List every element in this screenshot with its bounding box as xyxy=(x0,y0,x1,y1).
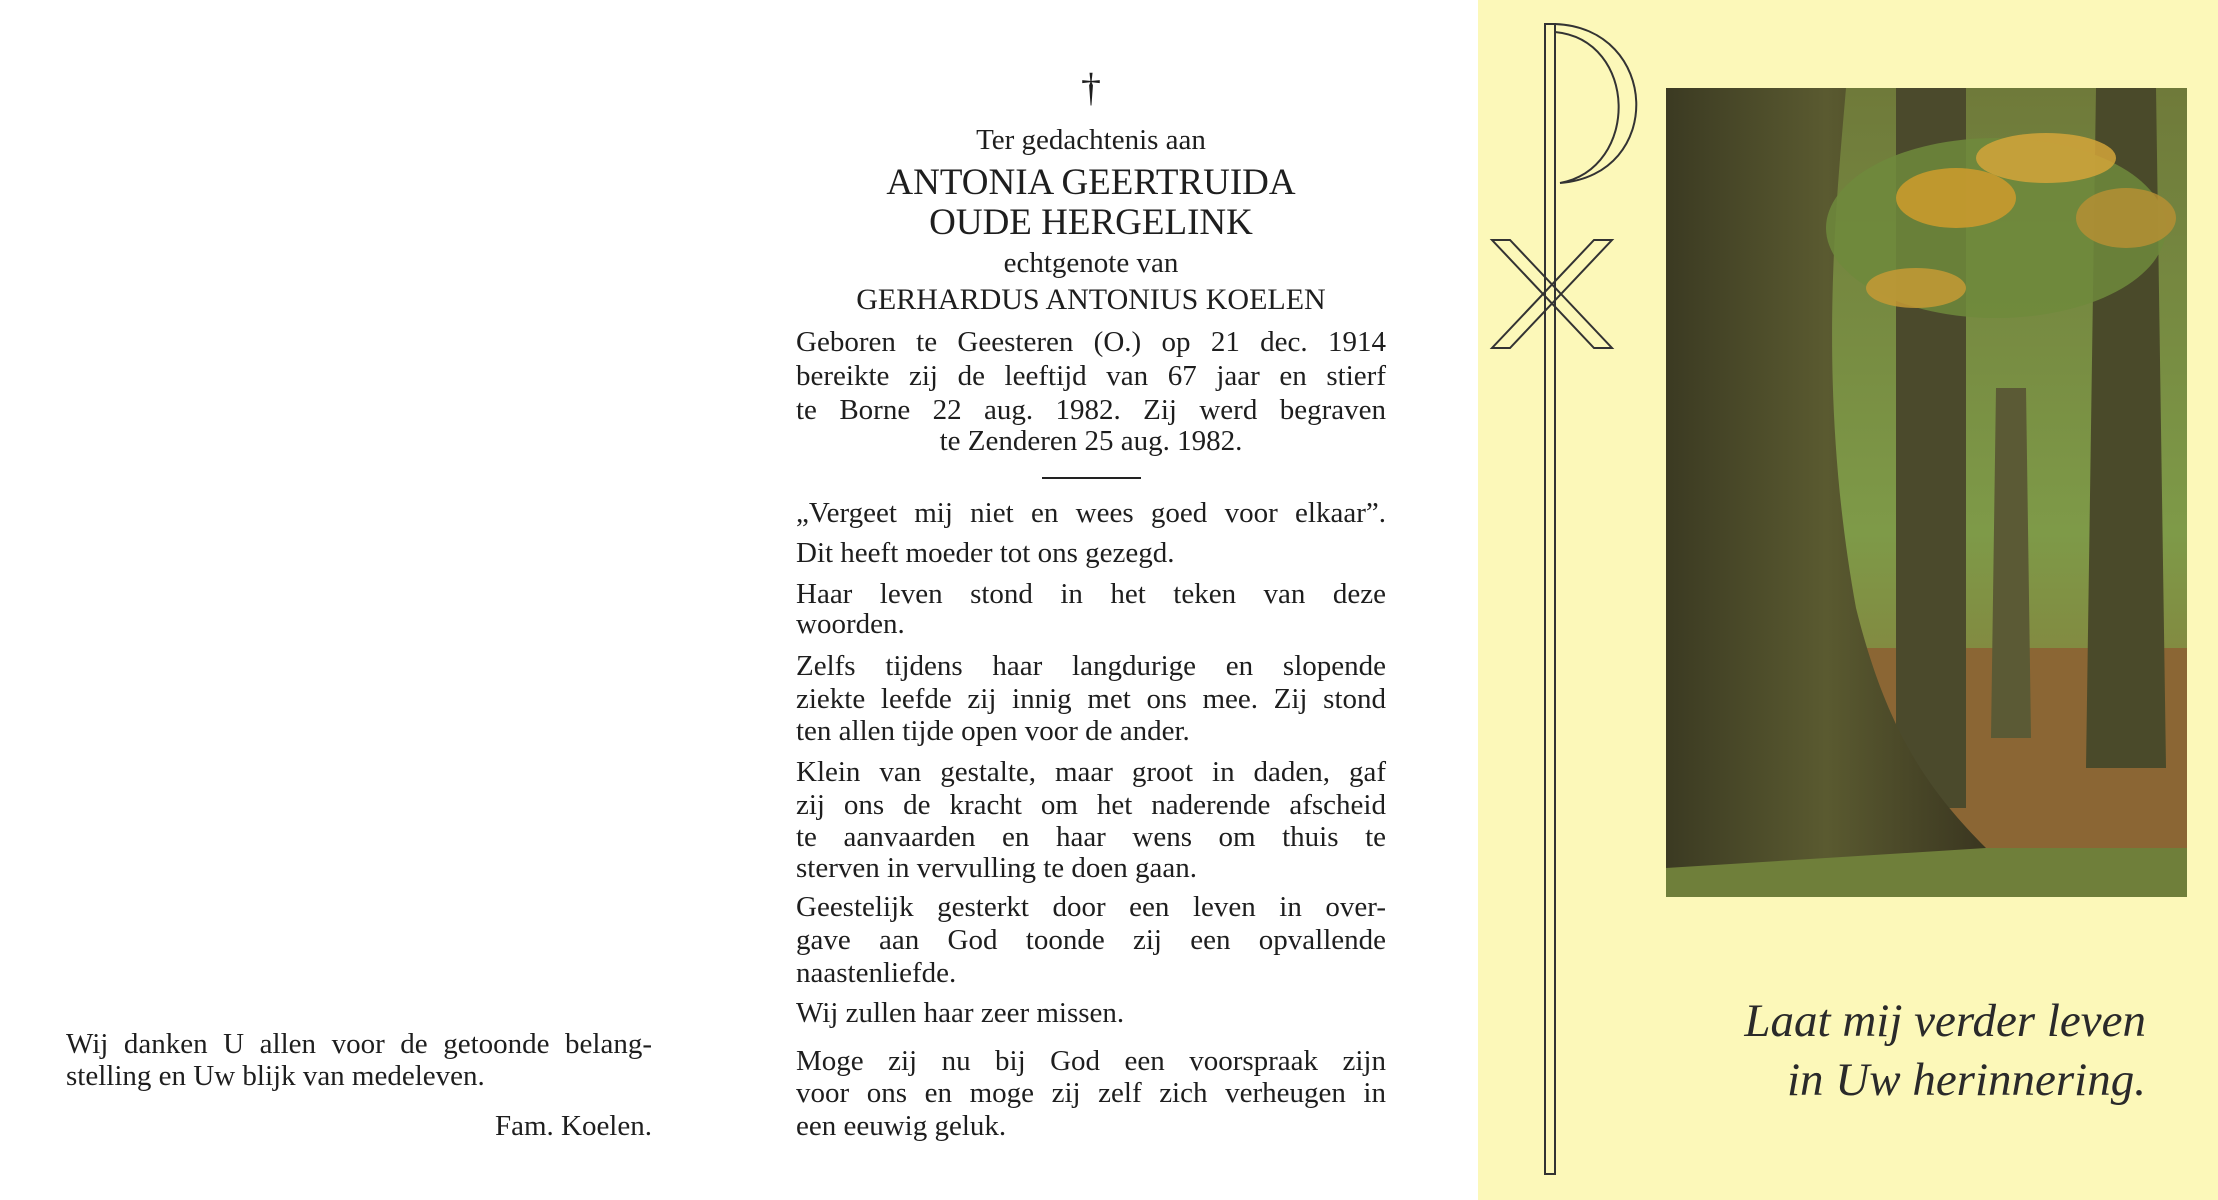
paragraph-line: Wij zullen haar zeer missen. xyxy=(796,997,1125,1029)
bio-line: te Borne 22 aug. 1982. Zij werd begraven xyxy=(796,394,1386,426)
bio-line: bereikte zij de leeftijd van 67 jaar en stierf xyxy=(796,360,1386,392)
paragraph-line: te aanvaarden en haar wens om thuis te xyxy=(796,821,1386,853)
bio-line: Geboren te Geesteren (O.) op 21 dec. 1914 xyxy=(796,326,1386,358)
paragraph-line: gave aan God toonde zij een opvallende xyxy=(796,924,1386,956)
divider xyxy=(1042,477,1141,479)
paragraph-line: voor ons en moge zij zelf zich verheugen in xyxy=(796,1077,1386,1109)
paragraph-line: woorden. xyxy=(796,608,905,640)
memorial-intro: Ter gedachtenis aan xyxy=(976,124,1206,156)
spouse-name: GERHARDUS ANTONIUS KOELEN xyxy=(856,283,1326,316)
bio-line: te Zenderen 25 aug. 1982. xyxy=(939,425,1243,457)
quote-line: Laat mij verder leven xyxy=(1744,995,2146,1047)
paragraph-line: „Vergeet mij niet en wees goed voor elkaar”. xyxy=(796,497,1386,529)
paragraph-line: sterven in vervulling te doen gaan. xyxy=(796,852,1198,884)
paragraph-line: een eeuwig geluk. xyxy=(796,1110,1007,1142)
paragraph-line: zij ons de kracht om het naderende afscheid xyxy=(796,789,1386,821)
paragraph-line: Geestelijk gesterkt door een leven in over- xyxy=(796,891,1386,923)
thanks-line: stelling en Uw blijk van medeleven. xyxy=(66,1060,485,1092)
paragraph-line: ziekte leefde zij innig met ons mee. Zij stond xyxy=(796,683,1386,715)
paragraph-line: Klein van gestalte, maar groot in daden, gaf xyxy=(796,756,1386,788)
spouse-intro: echtgenote van xyxy=(1003,247,1179,279)
thanks-line: Wij danken U allen voor de getoonde belang- xyxy=(66,1028,652,1060)
paragraph-line: Dit heeft moeder tot ons gezegd. xyxy=(796,537,1175,569)
signature: Fam. Koelen. xyxy=(494,1110,652,1142)
deceased-name-line2: OUDE HERGELINK xyxy=(929,202,1253,243)
deceased-name-line1: ANTONIA GEERTRUIDA xyxy=(886,162,1296,203)
paragraph-line: Zelfs tijdens haar langdurige en slopende xyxy=(796,650,1386,682)
paragraph-line: ten allen tijde open voor de ander. xyxy=(796,715,1190,747)
paragraph-line: Moge zij nu bij God een voorspraak zijn xyxy=(796,1045,1386,1077)
chi-rho-icon xyxy=(1478,0,1678,1200)
autumn-trees-photo xyxy=(1666,88,2187,897)
cross-icon: † xyxy=(1081,65,1101,110)
paragraph-line: naastenliefde. xyxy=(796,957,957,989)
paragraph-line: Haar leven stond in het teken van deze xyxy=(796,578,1386,610)
quote-line: in Uw herinnering. xyxy=(1786,1054,2146,1106)
